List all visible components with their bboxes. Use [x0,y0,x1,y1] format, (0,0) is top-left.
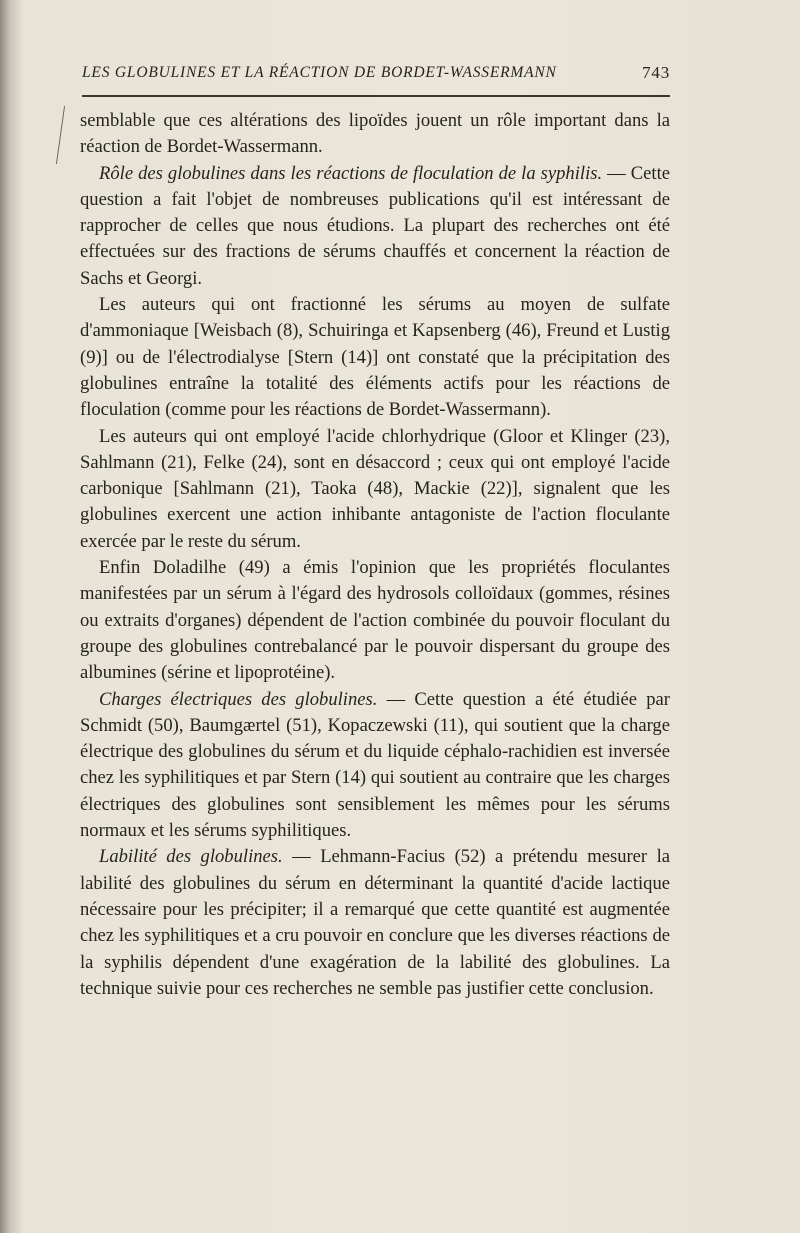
paragraph-4-text: Les auteurs qui ont employé l'acide chlorhydrique (Gloor et Klinger (23), Sahlmann (21), Felke (24), sont en désaccord ; ceux qui ont employé l'acide carbonique [Sahlmann (21), Taoka (48), Mackie (22)], signalent que les globulines exercent une action inhibante antagoniste de l'action floculante exercée par le reste du sérum. [80,425,670,552]
paragraph-1 [80,108,670,161]
running-header [82,62,670,86]
paragraph-5-text: Enfin Doladilhe (49) a émis l'opinion que les propriétés floculantes manifestées par un sérum à l'égard des hydrosols colloïdaux (gommes, résines ou extraits d'organes) dépendent de l'action combinée du pouvoir floculant du groupe des globulines contrebalancé par le pouvoir dispersant du groupe des albumines (sérine et lipoprotéine). [80,557,670,684]
section-heading-floculation: Rôle des globulines dans les réactions de floculation de la syphilis. [99,162,603,184]
page-number: 743 [642,63,670,82]
body-text [80,108,670,1002]
paragraph-2 [80,161,670,292]
section-heading-labilite: Labilité des globulines. [99,846,283,868]
paragraph-3 [80,292,670,423]
paragraph-7 [80,844,670,1002]
paragraph-7-text: — Lehmann-Facius (52) a prétendu mesurer la labilité des globulines du sérum en déterminant la quantité d'acide lactique nécessaire pour les précipiter; il a remarqué que cette quantité est augmentée chez les syphilitiques et a cru pouvoir en conclure que les diverses réactions de la syphilis dépendent d'une exagération de la labilité des globulines. La technique suivie pour ces recherches ne semble pas justifier cette conclusion. [80,846,670,999]
paragraph-1-text: semblable que ces altérations des lipoïdes jouent un rôle important dans la réaction de Bordet-Wassermann. [80,110,670,158]
header-rule [82,95,670,97]
paragraph-2-text: — Cette question a fait l'objet de nombreuses publications qu'il est intéressant de rapprocher de celles que nous étudions. La plupart des recherches ont été effectuées sur des fractions de sérums chauffés et concernent la réaction de Sachs et Georgi. [80,162,671,289]
paragraph-6-text: — Cette question a été étudiée par Schmidt (50), Baumgærtel (51), Kopaczewski (11), qui soutient que la charge électrique des globulines du sérum et du liquide céphalo-rachidien est inversée chez les syphilitiques et par Stern (14) qui soutient au contraire que les charges électriques des globulines sont sensiblement les mêmes pour les sérums normaux et les sérums syphilitiques. [80,688,670,842]
margin-pencil-mark [56,106,77,164]
section-heading-charges: Charges électriques des globulines. [99,688,378,710]
paragraph-3-text: Les auteurs qui ont fractionné les sérums au moyen de sulfate d'ammoniaque [Weisbach (8), Schuiringa et Kapsenberg (46), Freund et Lustig (9)] ou de l'électrodialyse [Stern (14)] ont constaté que la précipitation des globulines entraîne la totalité des éléments actifs pour les réactions de floculation (comme pour les réactions de Bordet-Wassermann). [80,294,670,421]
running-title: LES GLOBULINES ET LA RÉACTION DE BORDET-WASSERMANN [82,64,557,81]
paragraph-5 [80,555,670,686]
paragraph-6 [80,687,670,845]
paragraph-4 [80,424,670,555]
